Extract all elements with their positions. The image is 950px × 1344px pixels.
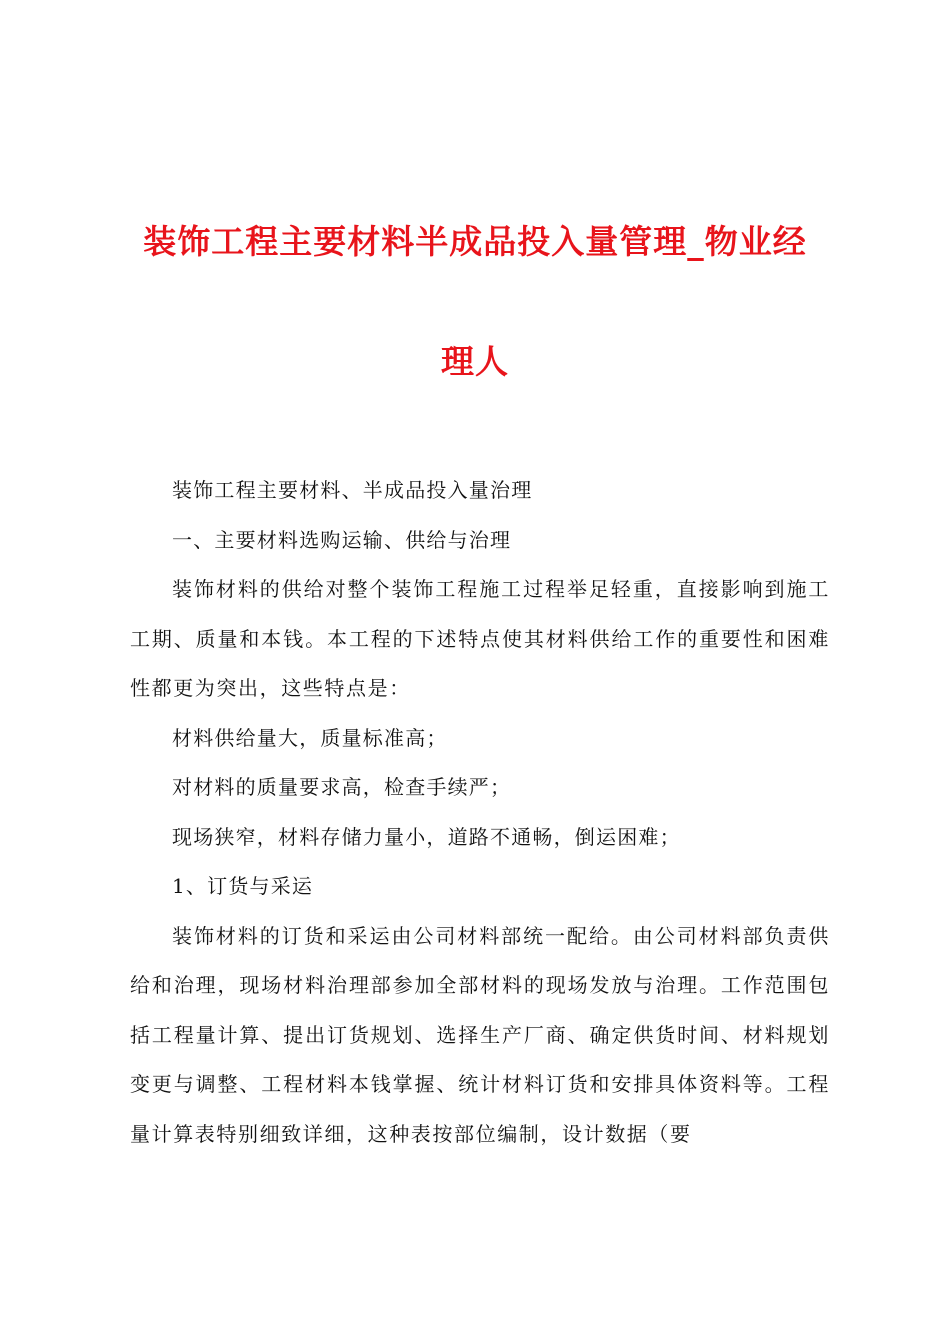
paragraph-point-1: 材料供给量大，质量标准高； <box>172 725 448 750</box>
paragraph-intro: 装饰材料的供给对整个装饰工程施工过程举足轻重，直接影响到施工工期、质量和本钱。本工程的下述特点使其材料供给工作的重要性和困难性都更为突出，这些特点是： <box>130 577 830 700</box>
paragraph-subheading-2: 1、订货与采运 <box>172 874 314 898</box>
document-title-line-2: 理人 <box>441 342 509 381</box>
paragraph-ordering: 装饰材料的订货和采运由公司材料部统一配给。由公司材料部负责供给和治理，现场材料治理部参加全部材料的现场发放与治理。工作范围包括工程量计算、提出订货规划、选择生产厂商、确定供货时间、材料规划变更与调整、工程材料本钱掌握、统计材料订货和安排具体资料等。工程量计算表特别细致详细，这种表按部位编制，设计数据（要 <box>130 923 830 1146</box>
paragraph-section-heading: 装饰工程主要材料、半成品投入量治理 <box>172 478 533 502</box>
paragraph-point-3: 现场狭窄，材料存储力量小，道路不通畅，倒运困难； <box>172 824 681 849</box>
paragraph-point-2: 对材料的质量要求高，检查手续严； <box>172 775 512 799</box>
paragraph-subheading-1: 一、主要材料选购运输、供给与治理 <box>172 527 512 552</box>
document-title-line-1: 装饰工程主要材料半成品投入量管理_物业经 <box>143 222 807 261</box>
document-body <box>130 466 830 1159</box>
